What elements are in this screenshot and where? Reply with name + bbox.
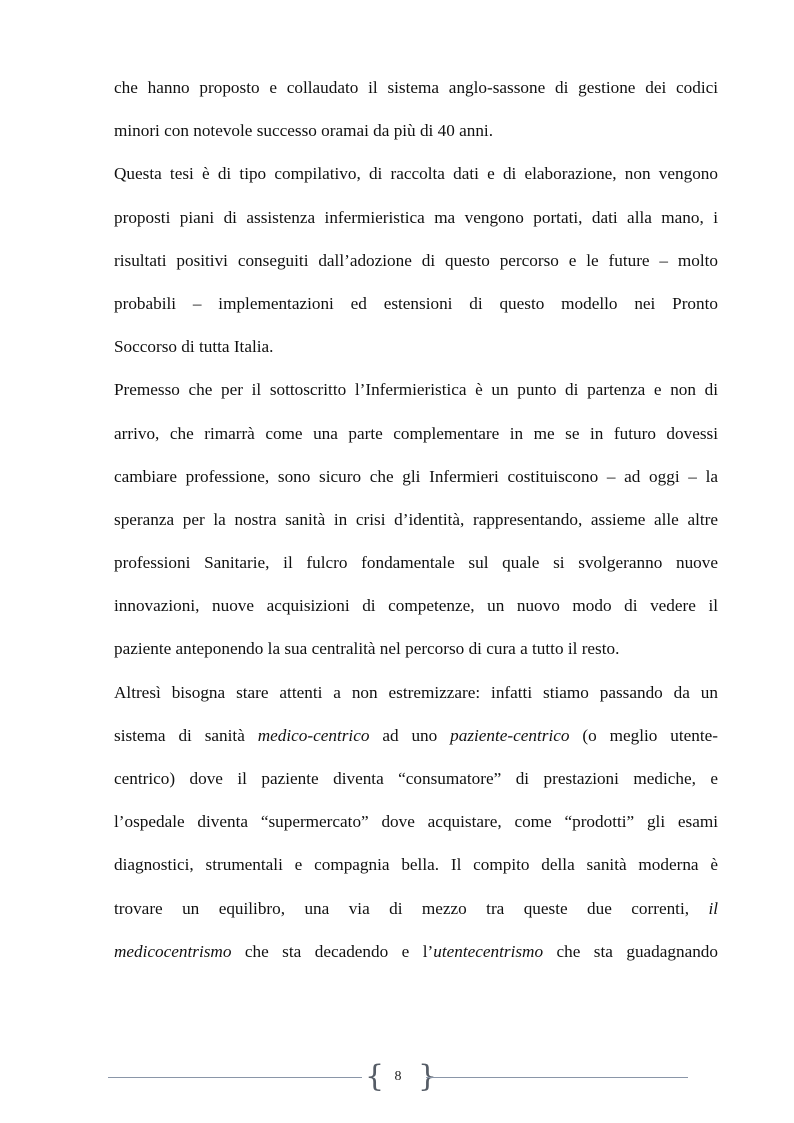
text-segment: centrico) dove il paziente diventa “consumatore” di prestazioni mediche, e (114, 769, 718, 788)
italic-text-segment: paziente-centrico (450, 725, 570, 745)
text-line (114, 631, 718, 674)
italic-text-segment: il (708, 898, 718, 918)
text-segment: innovazioni, nuove acquisizioni di competenze, un nuovo modo di vedere il (114, 596, 718, 616)
page-number: 8 (394, 1069, 402, 1084)
text-segment: probabili – implementazioni ed estensioni di questo modello nei Pronto (114, 293, 718, 313)
text-segment: risultati positivi conseguiti dall’adozione di questo percorso e le future – molto (114, 250, 718, 270)
text-line (114, 243, 718, 286)
text-line (114, 113, 718, 156)
text-segment: che sta guadagnando (543, 941, 718, 961)
text-line (114, 502, 718, 545)
footer-left-brace: { (365, 1059, 385, 1094)
text-segment: cambiare professione, sono sicuro che gli Infermieri costituiscono – ad oggi – la (114, 466, 718, 486)
footer-right-brace: } (418, 1059, 438, 1094)
text-segment: professioni Sanitarie, il fulcro fondamentale sul quale si svolgeranno nuove (114, 553, 718, 573)
text-segment: diagnostici, strumentali e compagnia bella. Il compito della sanità moderna è (114, 855, 718, 875)
text-segment: che sta decadendo e l’ (231, 941, 434, 961)
text-segment: Questa tesi è di tipo compilativo, di raccolta dati e di elaborazione, non vengono (114, 164, 718, 184)
text-segment: (o meglio utente- (569, 725, 718, 745)
text-segment: trovare un equilibro, una via di mezzo tra queste due correnti, (114, 898, 709, 918)
text-segment: che hanno proposto e collaudato il sistema anglo-sassone di gestione dei codici (114, 78, 718, 97)
footer-rule-left (108, 1077, 362, 1078)
text-line (114, 372, 718, 415)
text-line (114, 70, 718, 113)
text-line (114, 200, 718, 243)
text-line (114, 156, 718, 199)
text-line (114, 675, 718, 718)
text-segment: ad uno (369, 725, 451, 745)
text-line (114, 416, 718, 459)
text-segment: proposti piani di assistenza infermieristica ma vengono portati, dati alla mano, i (114, 207, 718, 227)
text-segment: Soccorso di tutta Italia. (114, 337, 274, 357)
page-body (114, 70, 718, 977)
text-segment: sistema di sanità (114, 725, 258, 745)
text-line (114, 847, 718, 890)
text-segment: arrivo, che rimarrà come una parte complementare in me se in futuro dovessi (114, 423, 718, 443)
footer-rule-right (426, 1077, 688, 1078)
text-line (114, 286, 718, 329)
text-line (114, 718, 718, 761)
text-line (114, 545, 718, 588)
italic-text-segment: medicocentrismo (114, 941, 232, 961)
page-footer (108, 1059, 688, 1094)
text-line (114, 588, 718, 631)
text-line (114, 329, 718, 372)
text-segment: l’ospedale diventa “supermercato” dove acquistare, come “prodotti” gli esami (114, 812, 718, 832)
text-line (114, 804, 718, 847)
text-segment: Premesso che per il sottoscritto l’Infermieristica è un punto di partenza e non di (114, 380, 718, 400)
text-segment: minori con notevole successo oramai da più di 40 anni. (114, 121, 493, 141)
italic-text-segment: medico-centrico (257, 725, 370, 745)
text-segment: paziente anteponendo la sua centralità nel percorso di cura a tutto il resto. (114, 639, 620, 659)
text-line (114, 934, 718, 977)
text-line (114, 761, 718, 804)
text-segment: speranza per la nostra sanità in crisi d’identità, rappresentando, assieme alle altre (114, 509, 718, 529)
text-segment: Altresì bisogna stare attenti a non estremizzare: infatti stiamo passando da un (114, 682, 718, 702)
text-line (114, 891, 718, 934)
text-line (114, 459, 718, 502)
italic-text-segment: utentecentrismo (433, 941, 544, 961)
